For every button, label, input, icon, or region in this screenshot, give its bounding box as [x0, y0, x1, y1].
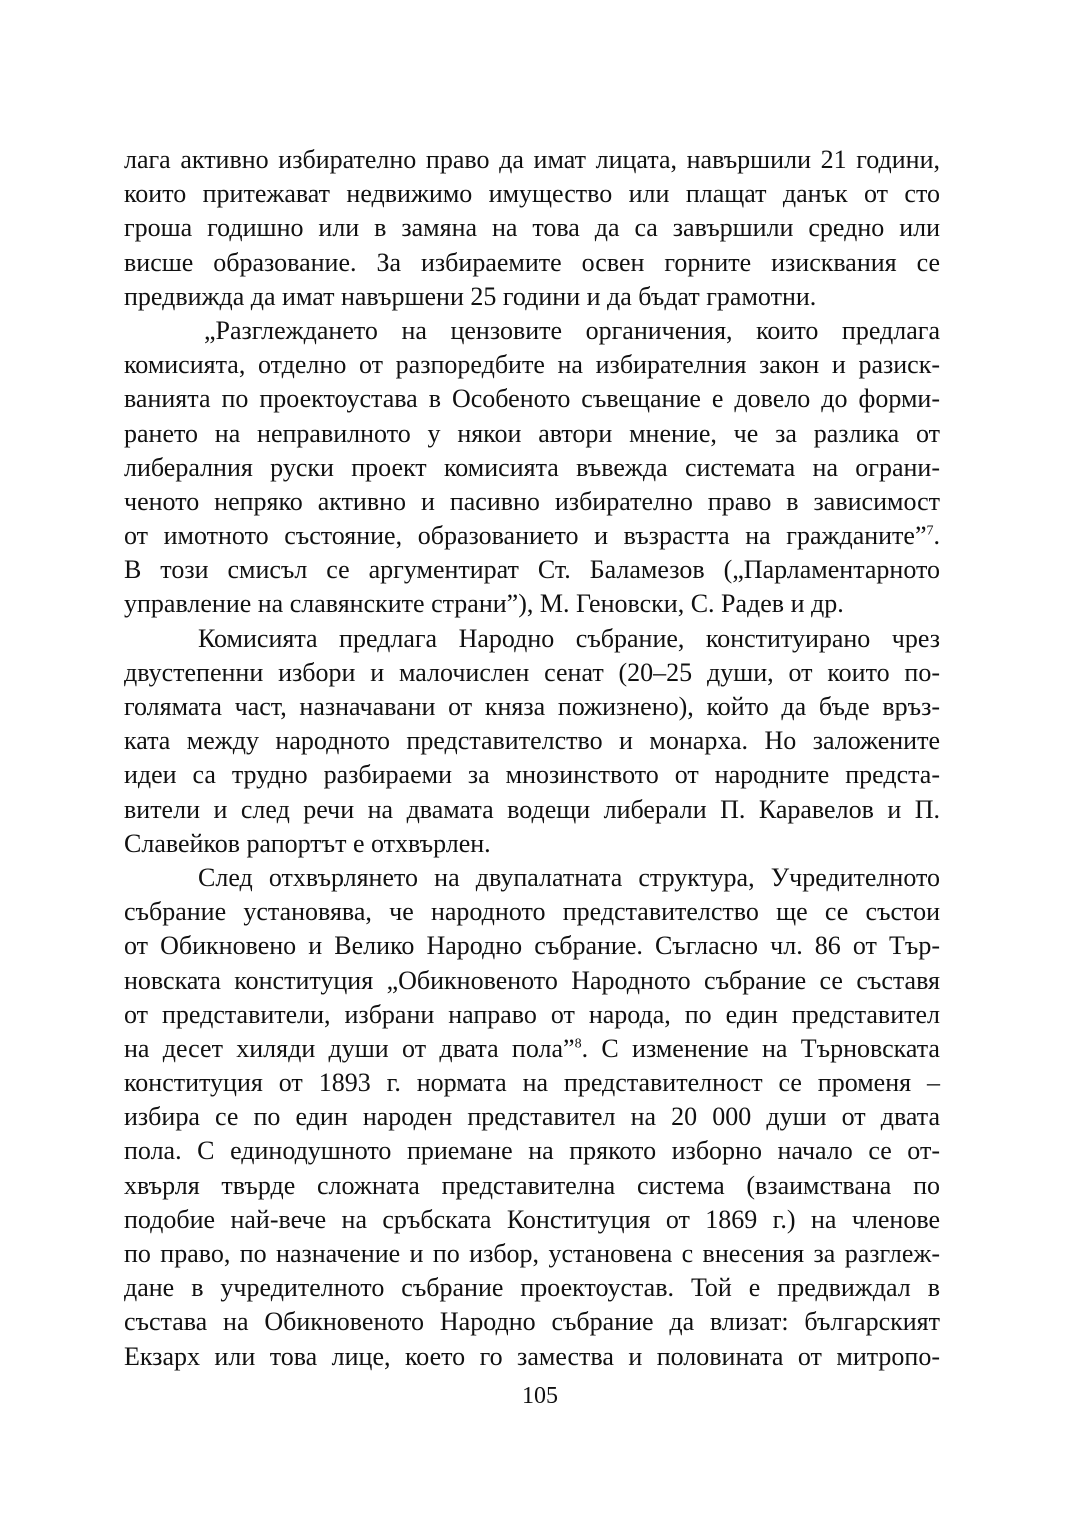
- page-number: 105: [522, 1383, 558, 1409]
- line-text: от имотното състояние, образованието и възрастта на гражданите”: [124, 521, 927, 551]
- text-line: В този смисъл се аргументират Ст. Баламезов („Парламентарното: [124, 555, 940, 585]
- text-line: ката между народното представителство и монарха. Но заложените: [124, 726, 940, 756]
- text-line: събрание установява, че народното представителство ще се състои: [124, 897, 940, 927]
- text-line: състава на Обикновеното Народно събрание да влизат: българският: [124, 1307, 940, 1337]
- text-line: от представители, избрани направо от народа, по един представител: [124, 999, 940, 1029]
- text-line: Славейков рапортът е отхвърлен.: [124, 828, 491, 858]
- text-line: подобие най-вече на сръбската Конституция от 1869 г.) на членове: [124, 1204, 940, 1234]
- text-line: комисията, отделно от разпоредбите на избирателния закон и разиск-: [124, 350, 940, 380]
- text-line: голямата част, назначавани от княза пожизнено), който да бъде връз-: [124, 692, 940, 721]
- text-line: пола. С единодушното приемане на прякото изборно начало се от-: [124, 1136, 940, 1166]
- text-line: новската конституция „Обикновеното Народното събрание се съставя: [124, 965, 940, 995]
- text-line: лага активно избирателно право да имат лицата, навършили 21 години,: [124, 145, 940, 174]
- text-line: избира се по един народен представител на 20 000 души от двата: [124, 1102, 940, 1132]
- text-line: Комисията предлага Народно събрание, конституирано чрез: [198, 623, 940, 653]
- text-line: идеи са трудно разбираеми за мнозинството от народните предста-: [124, 760, 940, 790]
- text-line: конституция от 1893 г. нормата на представителност се променя –: [124, 1068, 940, 1098]
- text-line: [124, 1032, 940, 1066]
- text-line: „Разглеждането на цензовите органичения, които предлага: [204, 315, 940, 345]
- text-line: [124, 519, 940, 553]
- footnote-marker: 8: [574, 1036, 582, 1052]
- text-line: рането на неправилното у някои автори мнение, че за разлика от: [124, 418, 940, 448]
- text-line: гроша годишно или в замяна на това да са завършили средно или: [124, 213, 940, 243]
- text-line: предвижда да имат навършени 25 години и да бъдат грамотни.: [124, 281, 817, 311]
- line-text-tail: .: [933, 521, 940, 551]
- text-line: либералния руски проект комисията въвежда системата на ограни-: [124, 452, 940, 482]
- line-text: на десет хиляди души от двата пола”: [124, 1033, 575, 1063]
- text-line: които притежават недвижимо имущество или плащат данък от сто: [124, 179, 940, 209]
- body-text: [124, 143, 940, 1374]
- text-line: Екзарх или това лице, което го замества и половината от митропо-: [124, 1341, 940, 1371]
- text-line: вители и след речи на двамата водещи либерали П. Каравелов и П.: [124, 794, 940, 824]
- text-line: двустепенни избори и малочислен сенат (20–25 души, от които по-: [124, 657, 940, 687]
- text-line: от Обикновено и Велико Народно събрание. Съгласно чл. 86 от Тър-: [124, 931, 940, 961]
- text-line: ченото непряко активно и пасивно избирателно право в зависимост: [124, 486, 940, 516]
- text-line: След отхвърлянето на двупалатната структура, Учредителното: [198, 862, 940, 892]
- text-line: висше образование. За избираемите освен горните изисквания се: [124, 247, 940, 277]
- footnote-marker: 7: [926, 523, 934, 539]
- text-line: по право, по назначение и по избор, установена с внесения за разглеж-: [124, 1239, 940, 1268]
- text-line: хвърля твърде сложната представителна система (взаимствана по: [124, 1170, 940, 1200]
- text-line: управление на славянските страни”), М. Геновски, С. Радев и др.: [124, 589, 844, 619]
- line-text-tail: . С изменение на Търновската: [581, 1033, 940, 1063]
- text-line: ванията по проектоустава в Особеното съвещание е довело до форми-: [124, 384, 940, 414]
- text-line: дане в учредителното събрание проектоустав. Той е предвиждал в: [124, 1273, 940, 1303]
